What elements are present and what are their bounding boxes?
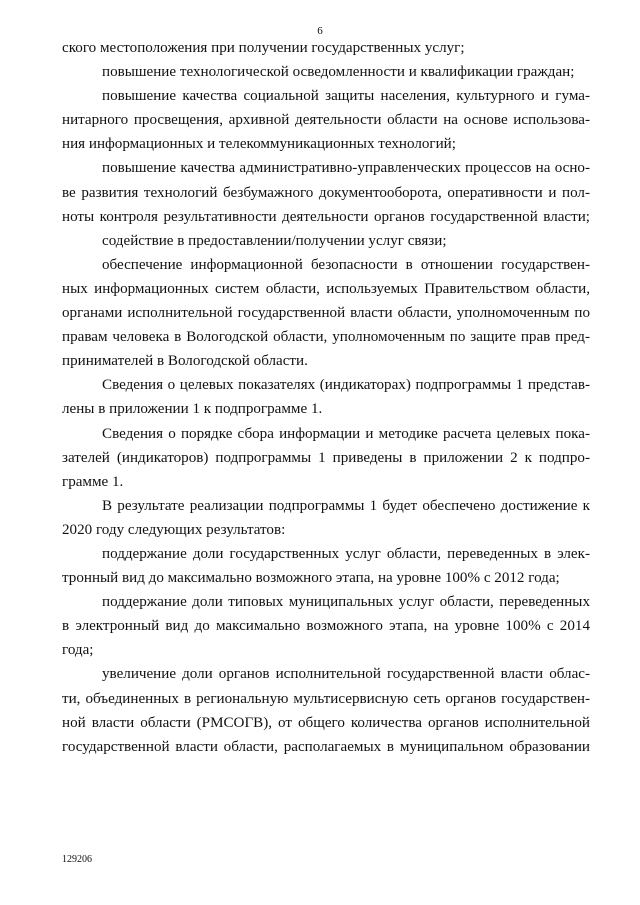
text-line: обеспечение информационной безопасности в отношении государствен- — [102, 256, 590, 273]
text-line: ского местоположения при получении государственных услуг; — [62, 40, 465, 56]
text-line: грамме 1. — [62, 473, 124, 490]
text-line: ноты контроля результативности деятельности органов государственной власти; — [62, 208, 590, 225]
text-line: повышение технологической осведомленности и квалификации граждан; — [102, 64, 575, 81]
text-line: нитарного просвещения, архивной деятельности области на основе использова- — [62, 112, 590, 129]
text-line: ти, объединенных в региональную мультисервисную сеть органов государствен- — [62, 690, 590, 707]
text-line: тронный вид до максимально возможного этапа, на уровне 100% с 2012 года; — [62, 570, 560, 587]
text-line: Сведения о порядке сбора информации и методике расчета целевых пока- — [102, 425, 590, 442]
text-line: принимателей в Вологодской области. — [62, 353, 308, 370]
text-line: В результате реализации подпрограммы 1 будет обеспечено достижение к — [102, 497, 590, 514]
text-line: поддержание доли государственных услуг области, переведенных в элек- — [102, 545, 590, 562]
page-number: 6 — [317, 25, 323, 37]
text-line: 2020 году следующих результатов: — [62, 521, 286, 538]
text-line: года; — [62, 642, 94, 659]
text-line: зателей (индикаторов) подпрограммы 1 приведены в приложении 2 к подпро- — [62, 449, 590, 466]
text-line: повышение качества административно-управленческих процессов на осно- — [102, 160, 590, 177]
text-line: увеличение доли органов исполнительной государственной власти облас- — [102, 666, 590, 683]
text-line: Сведения о целевых показателях (индикаторах) подпрограммы 1 представ- — [102, 377, 590, 394]
text-line: органами исполнительной государственной власти области, уполномоченным по — [62, 305, 590, 322]
text-line: поддержание доли типовых муниципальных услуг области, переведенных — [102, 594, 590, 611]
text-line: ной власти области (РМСОГВ), от общего количества органов исполнительной — [62, 714, 590, 731]
text-line: содействие в предоставлении/получении услуг связи; — [102, 232, 447, 249]
text-line: правам человека в Вологодской области, уполномоченным по защите прав пред- — [62, 329, 590, 346]
text-line: лены в приложении 1 к подпрограмме 1. — [62, 401, 323, 418]
document-body — [62, 36, 590, 759]
text-line: повышение качества социальной защиты населения, культурного и гума- — [102, 88, 590, 105]
document-code: 129206 — [62, 854, 92, 865]
text-line: в электронный вид до максимально возможного этапа, на уровне 100% с 2014 — [62, 618, 590, 635]
text-line: ных информационных систем области, используемых Правительством области, — [62, 280, 590, 297]
text-line: государственной власти области, располагаемых в муниципальном образовании — [62, 738, 590, 755]
text-line: ве развития технологий безбумажного документооборота, оперативности и пол- — [62, 184, 590, 201]
text-line: ния информационных и телекоммуникационных технологий; — [62, 136, 456, 153]
